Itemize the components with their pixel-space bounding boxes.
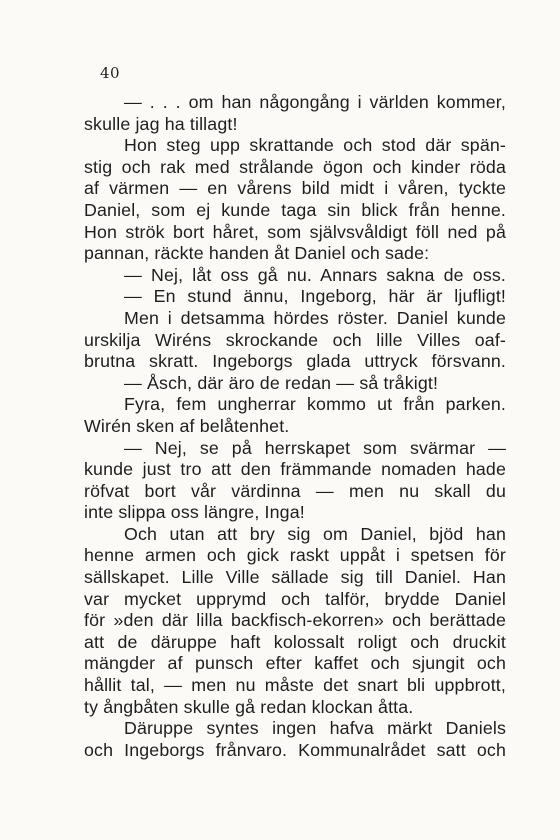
text-line: hållit tal, — men nu måste det snart bli uppbrott, xyxy=(84,675,506,696)
text-line: Daniel, som ej kunde taga sin blick från henne. xyxy=(84,199,506,220)
text-line: ty ångbåten skulle gå redan klockan åtta. xyxy=(84,696,414,717)
text-line: — . . . om han någongång i världen kommer, xyxy=(124,92,506,112)
text-line: Däruppe syntes ingen hafva märkt Daniels xyxy=(124,718,506,739)
text-line: röfvat bort vår värdinna — men nu skall du xyxy=(84,480,506,501)
text-line: Hon steg upp skrattande och stod där spän- xyxy=(124,135,506,156)
text-line: Wirén sken af belåtenhet. xyxy=(84,415,290,436)
text-line: att de däruppe haft kolossalt roligt och druckit xyxy=(84,631,506,652)
page-number: 40 xyxy=(100,64,121,82)
text-line: kunde just tro att den främmande nomaden hade xyxy=(84,459,506,480)
text-line: skulle jag ha tillagt! xyxy=(84,113,238,134)
text-line: inte slippa oss längre, Inga! xyxy=(84,502,305,523)
text-line: Men i detsamma hördes röster. Daniel kunde xyxy=(124,307,506,328)
text-line: pannan, räckte handen åt Daniel och sade: xyxy=(84,243,430,264)
text-line: Och utan att bry sig om Daniel, bjöd han xyxy=(124,523,506,544)
text-line: henne armen och gick raskt uppåt i spetsen för xyxy=(84,545,506,566)
text-line: var mycket upprymd och talför, brydde Daniel xyxy=(84,588,506,609)
text-line: Fyra, fem ungherrar kommo ut från parken. xyxy=(124,394,506,415)
text-line: stig och rak med strålande ögon och kinder röda xyxy=(84,156,506,177)
text-line: urskilja Wiréns skrockande och lille Villes oaf- xyxy=(84,329,506,350)
text-line: af värmen — en vårens bild midt i våren, tyckte xyxy=(84,178,506,199)
text-line: Hon strök bort håret, som självsvåldigt föll ned på xyxy=(84,221,506,242)
text-line: för »den där lilla backfisch-ekorren» och berättade xyxy=(84,610,506,631)
text-line: brutna skratt. Ingeborgs glada uttryck försvann. xyxy=(84,351,506,372)
text-line: — Nej, låt oss gå nu. Annars sakna de oss. xyxy=(124,264,506,285)
text-line: sällskapet. Lille Ville sällade sig till Daniel. Han xyxy=(84,567,506,588)
text-line: — En stund ännu, Ingeborg, här är ljufligt! xyxy=(124,286,506,307)
body-text xyxy=(84,92,506,761)
text-line: — Nej, se på herrskapet som svärmar — xyxy=(124,437,506,458)
text-line: och Ingeborgs frånvaro. Kommunalrådet satt och xyxy=(84,739,506,760)
text-line: — Åsch, där äro de redan — så tråkigt! xyxy=(124,372,439,393)
text-line: mängder af punsch efter kaffet och sjungit och xyxy=(84,653,506,674)
